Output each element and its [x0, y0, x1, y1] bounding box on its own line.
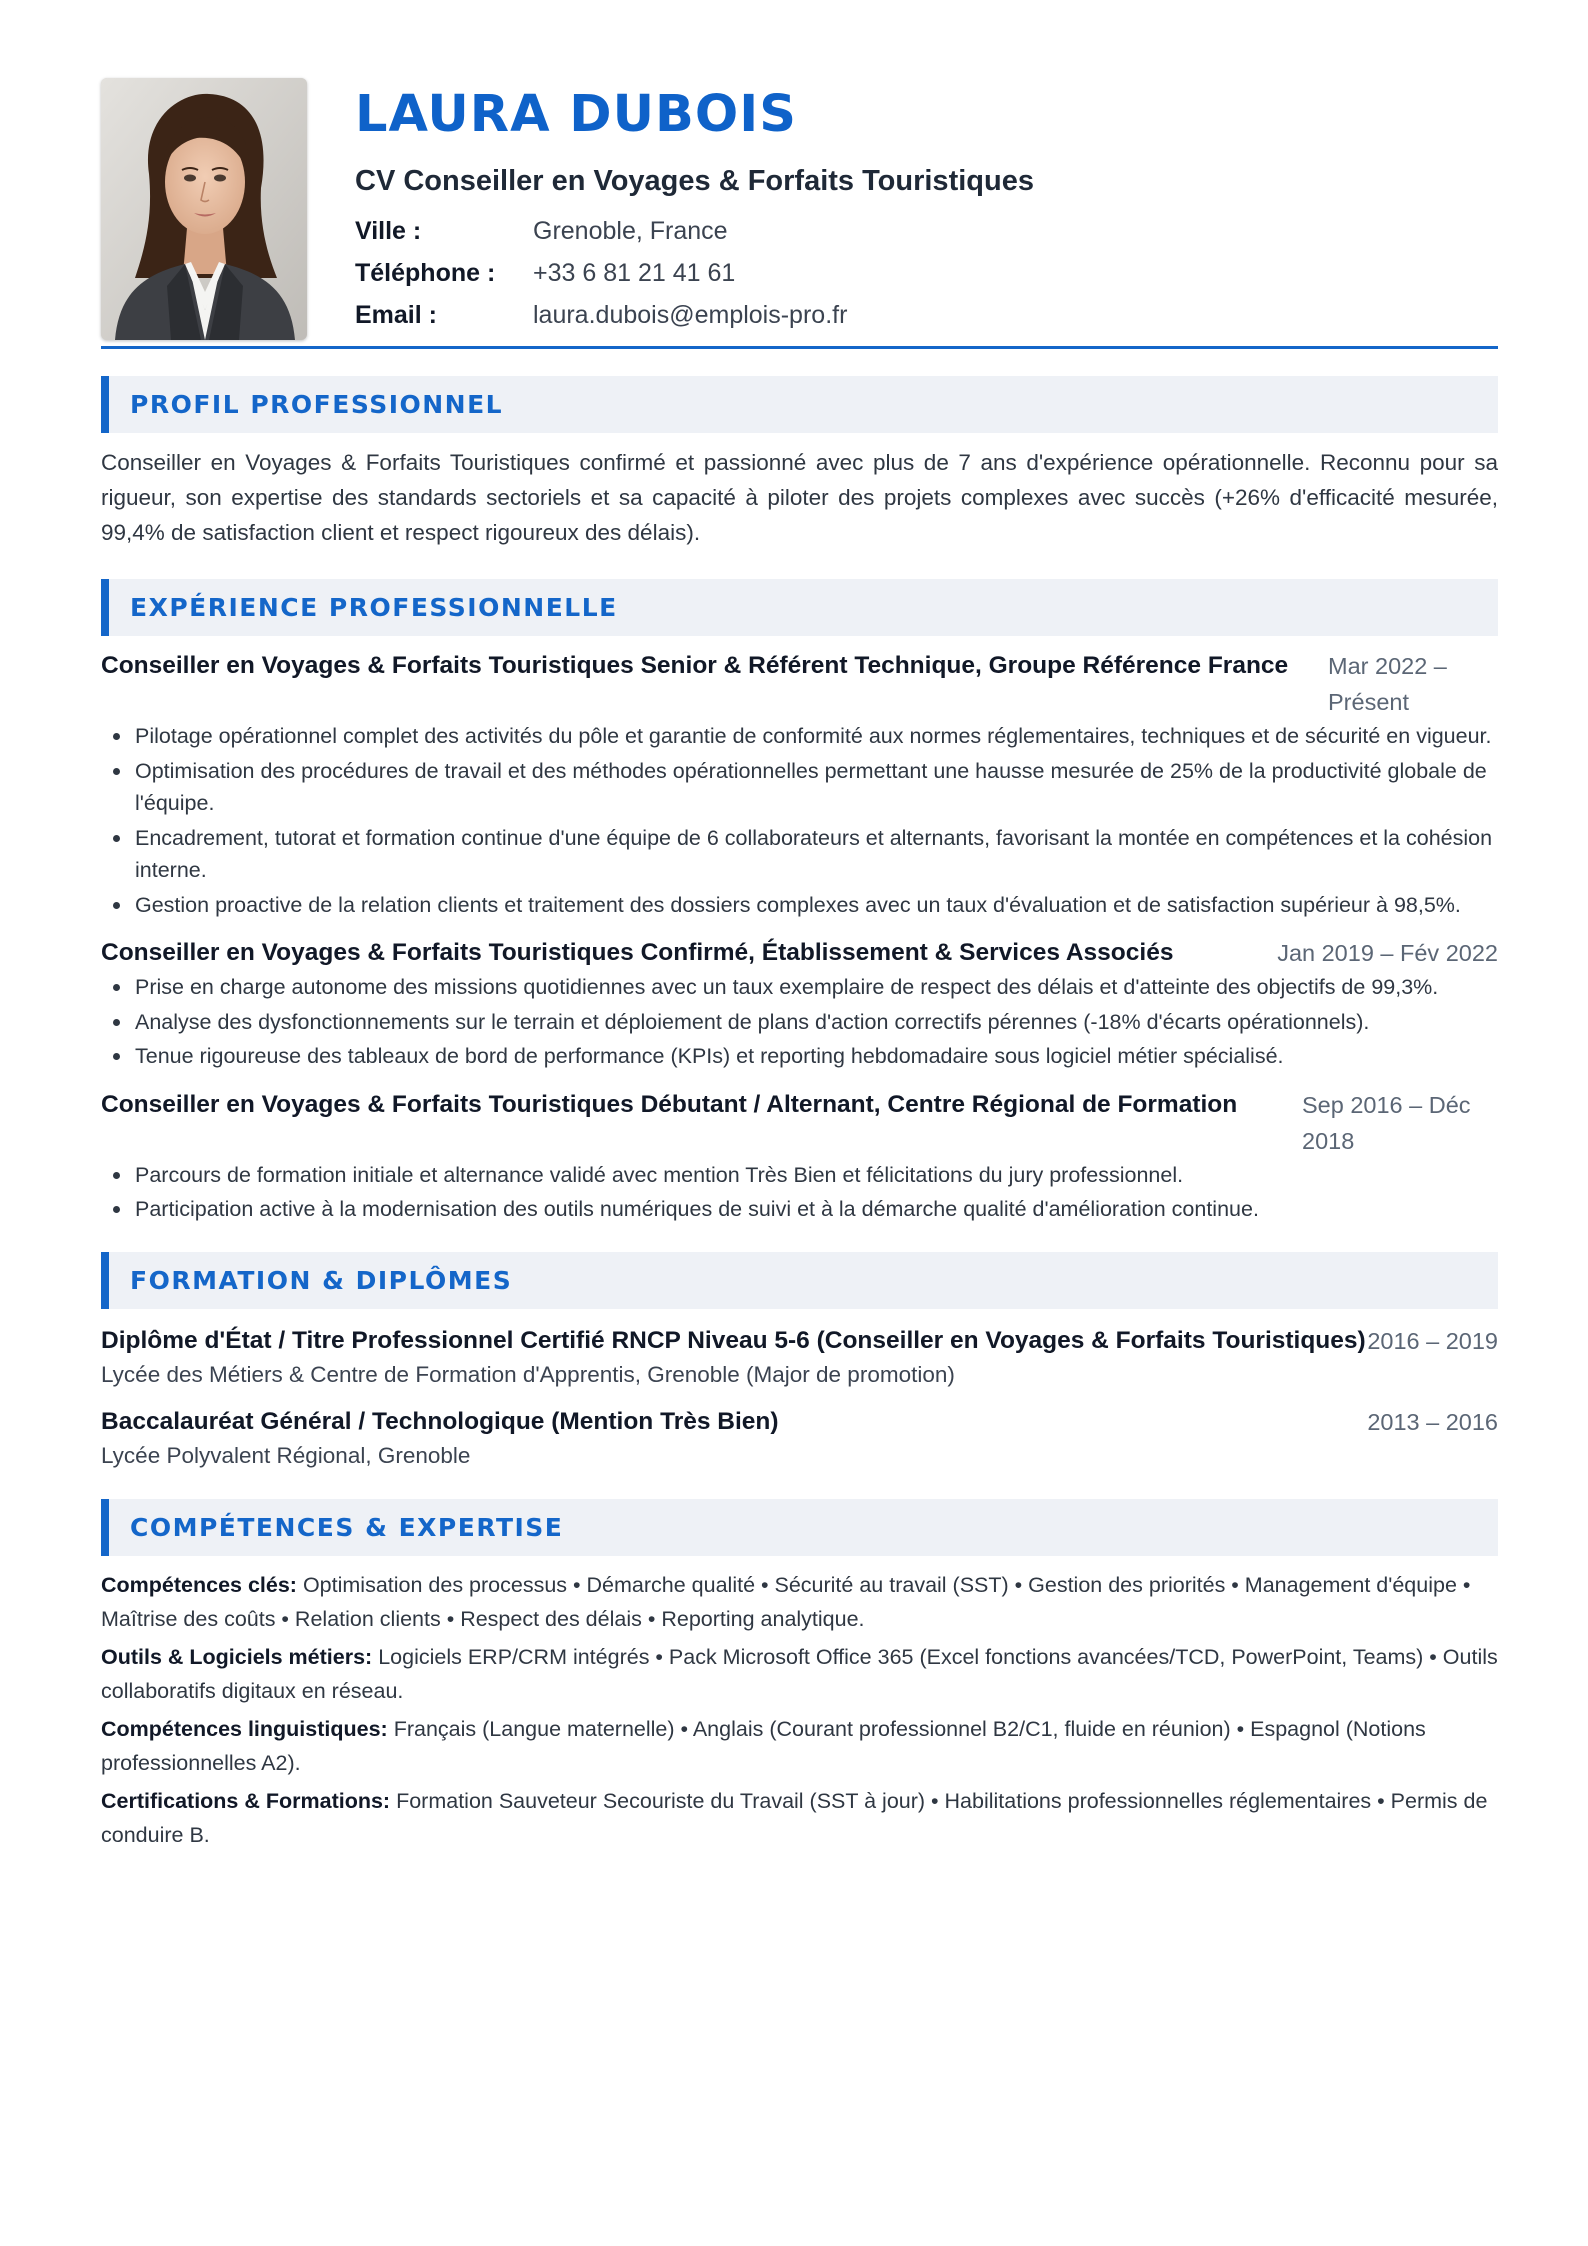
job-header: [101, 1087, 1498, 1159]
job-bullets: [101, 971, 1498, 1073]
resume-header: [101, 78, 1501, 342]
list-item: Optimisation des procédures de travail et des méthodes opérationnelles permettant une hausse mesurée de 25% de la productivité globale de l'équipe.: [101, 755, 1498, 820]
contact-row-city: [355, 219, 1034, 261]
job-entry: [101, 648, 1498, 921]
contact-city: Grenoble, France: [533, 217, 728, 245]
section-experience-header: [101, 579, 1498, 636]
job-title: Conseiller en Voyages & Forfaits Touristiques Senior & Référent Technique, Groupe Référence France: [101, 652, 1289, 679]
skill-label: Certifications & Formations:: [101, 1788, 391, 1813]
section-title: FORMATION & DIPLÔMES: [130, 1265, 513, 1295]
education-header: [101, 1404, 1498, 1440]
skill-text: Logiciels ERP/CRM intégrés • Pack Microsoft Office 365 (Excel fonctions avancées/TCD, PowerPoint, Teams) • Outils collaboratifs digitaux en réseau.: [101, 1644, 1498, 1703]
header-info: [355, 78, 1034, 345]
school-name: Lycée des Métiers & Centre de Formation d'Apprentis, Grenoble (Major de promotion): [101, 1361, 955, 1387]
degree-title: Diplôme d'État / Titre Professionnel Certifié RNCP Niveau 5-6 (Conseiller en Voyages & Forfaits Touristiques): [101, 1326, 1366, 1354]
school-name: Lycée Polyvalent Régional, Grenoble: [101, 1442, 471, 1468]
education-entry: [101, 1404, 1498, 1472]
list-item: Encadrement, tutorat et formation continue d'une équipe de 6 collaborateurs et alternants, favorisant la montée en compétences et la cohésion interne.: [101, 822, 1498, 887]
degree-date: 2013 – 2016: [1367, 1408, 1498, 1435]
contact-row-email: [355, 303, 1034, 345]
job-entry: [101, 935, 1498, 1073]
section-title: COMPÉTENCES & EXPERTISE: [130, 1512, 564, 1542]
contact-row-phone: [355, 261, 1034, 303]
degree-title: Baccalauréat Général / Technologique (Mention Très Bien): [101, 1407, 779, 1435]
contact-block: [355, 219, 1034, 345]
profile-summary: Conseiller en Voyages & Forfaits Touristiques confirmé et passionné avec plus de 7 ans d'expérience opérationnelle. Reconnu pour sa rigueur, son expertise des standards sectoriels et sa capacité à piloter des projets complexes avec succès (+26% d'efficacité mesurée, 99,4% de satisfaction client et respect rigoureux des délais).: [101, 450, 1498, 545]
skill-text: Français (Langue maternelle) • Anglais (Courant professionnel B2/C1, fluide en réunion) • Espagnol (Notions professionnelles A2).: [101, 1716, 1426, 1775]
list-item: Prise en charge autonome des missions quotidiennes avec un taux exemplaire de respect des délais et d'atteinte des objectifs de 99,3%.: [101, 971, 1498, 1004]
contact-label: Téléphone :: [355, 259, 496, 287]
list-item: Gestion proactive de la relation clients et traitement des dossiers complexes avec un taux d'évaluation et de satisfaction supérieur à 98,5%.: [101, 889, 1498, 922]
profile-photo: [101, 78, 307, 340]
contact-phone: +33 6 81 21 41 61: [533, 259, 736, 287]
job-title: Conseiller en Voyages & Forfaits Touristiques Confirmé, Établissement & Services Associés: [101, 939, 1174, 966]
section-title: PROFIL PROFESSIONNEL: [130, 390, 504, 419]
skills-list: [101, 1568, 1501, 1852]
resume-page: [101, 78, 1501, 1852]
section-title: EXPÉRIENCE PROFESSIONNELLE: [130, 593, 618, 622]
contact-email: laura.dubois@emplois-pro.fr: [533, 301, 848, 329]
job-title: Conseiller en Voyages & Forfaits Touristiques Débutant / Alternant, Centre Régional de Formation: [101, 1090, 1238, 1118]
list-item: Parcours de formation initiale et alternance validé avec mention Très Bien et félicitations du jury professionnel.: [101, 1159, 1498, 1192]
skill-item: [101, 1712, 1498, 1780]
section-skills-header: [101, 1499, 1498, 1556]
section-profile-header: [101, 376, 1498, 433]
contact-label: Email :: [355, 301, 437, 329]
list-item: Pilotage opérationnel complet des activités du pôle et garantie de conformité aux normes réglementaires, techniques et de sécurité en vigueur.: [101, 720, 1498, 753]
degree-date: 2016 – 2019: [1367, 1327, 1498, 1354]
job-bullets: [101, 720, 1498, 921]
skill-item: [101, 1784, 1498, 1852]
job-header: [101, 935, 1498, 971]
list-item: Tenue rigoureuse des tableaux de bord de performance (KPIs) et reporting hebdomadaire sous logiciel métier spécialisé.: [101, 1040, 1498, 1073]
candidate-name: LAURA DUBOIS: [355, 85, 797, 144]
skill-item: [101, 1568, 1498, 1636]
job-date: Sep 2016 – Déc 2018: [1302, 1091, 1471, 1154]
education-header: [101, 1323, 1498, 1359]
list-item: Analyse des dysfonctionnements sur le terrain et déploiement de plans d'action correctifs pérennes (-18% d'écarts opérationnels).: [101, 1006, 1498, 1039]
skill-text: Optimisation des processus • Démarche qualité • Sécurité au travail (SST) • Gestion des priorités • Management d'équipe • Maîtrise des coûts • Relation clients • Respect des délais • Reporting analytique.: [101, 1572, 1471, 1631]
cv-subtitle: CV Conseiller en Voyages & Forfaits Touristiques: [355, 165, 1034, 197]
skill-item: [101, 1640, 1498, 1708]
section-education-header: [101, 1252, 1498, 1309]
header-divider: [101, 346, 1498, 349]
skill-text: Formation Sauveteur Secouriste du Travail (SST à jour) • Habilitations professionnelles réglementaires • Permis de conduire B.: [101, 1788, 1488, 1847]
contact-label: Ville :: [355, 217, 422, 245]
job-bullets: [101, 1159, 1498, 1226]
job-entry: [101, 1087, 1498, 1226]
job-date: Mar 2022 – Présent: [1328, 653, 1447, 715]
skill-label: Compétences clés:: [101, 1572, 297, 1597]
education-entry: [101, 1323, 1498, 1391]
job-date: Jan 2019 – Fév 2022: [1277, 940, 1498, 966]
skill-label: Outils & Logiciels métiers:: [101, 1644, 373, 1669]
skill-label: Compétences linguistiques:: [101, 1716, 388, 1741]
job-header: [101, 648, 1498, 720]
list-item: Participation active à la modernisation des outils numériques de suivi et à la démarche qualité d'amélioration continue.: [101, 1193, 1498, 1226]
